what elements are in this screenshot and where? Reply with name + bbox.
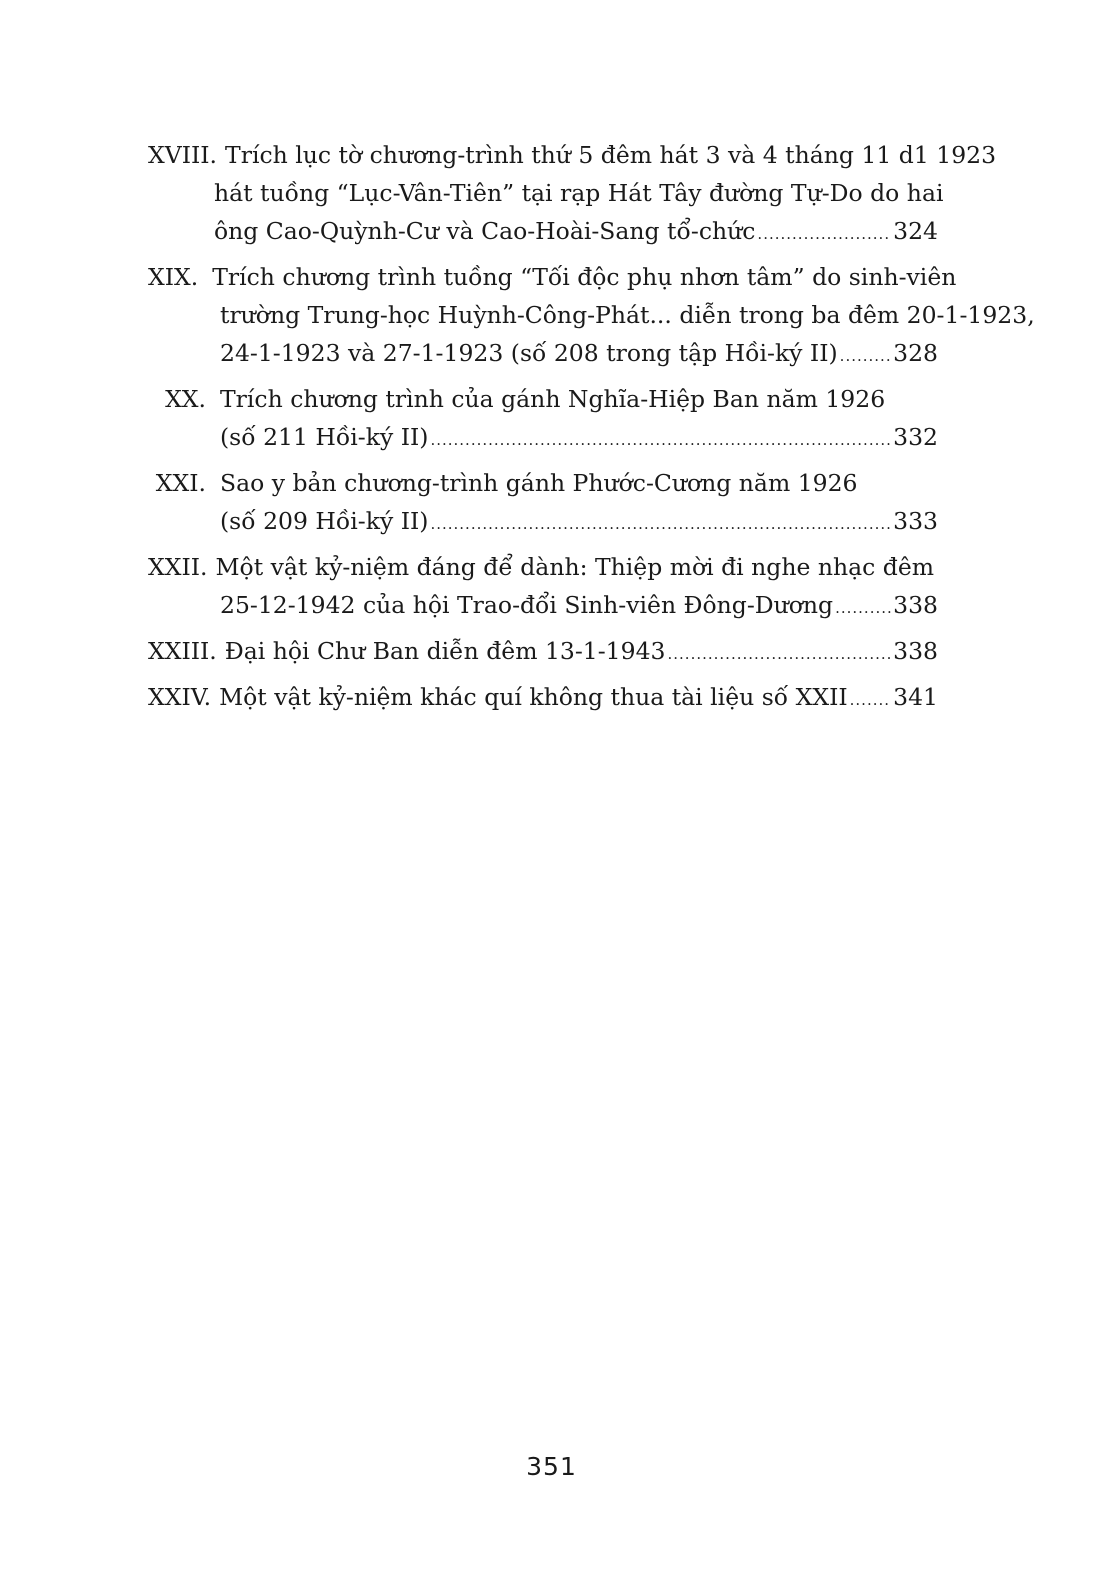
toc-entry-text: Một vật kỷ-niệm đáng để dành: Thiệp mời đi nghe nhạc đêm: [215, 553, 935, 581]
toc-entry-text: (số 209 Hồi-ký II): [220, 507, 429, 535]
toc-entry-line: [148, 380, 938, 418]
toc-entry-number: XXIV.: [148, 683, 212, 711]
toc-entry-line: [148, 632, 938, 670]
toc-entry-text: Trích chương trình tuồng “Tối độc phụ nhơn tâm” do sinh-viên: [212, 263, 957, 291]
toc-entry-leader-line: [220, 418, 938, 459]
toc-entry-text: trường Trung-học Huỳnh-Công-Phát... diễn trong ba đêm 20-1-1923,: [220, 301, 1035, 329]
dot-leader: [757, 215, 891, 253]
toc-entry-page: 328: [893, 339, 938, 367]
toc-entry-line: [148, 418, 938, 456]
toc-entry-line: [148, 174, 944, 212]
toc-entry-text: 24-1-1923 và 27-1-1923 (số 208 trong tập Hồi-ký II): [220, 339, 838, 367]
toc-entry-page: 341: [893, 683, 938, 711]
toc-entry-page: 338: [893, 591, 938, 619]
toc-entry-line: [148, 502, 938, 540]
toc-entry-line: [148, 464, 938, 502]
toc-entry-leader-line: [220, 334, 938, 375]
toc-entry-number: XIX.: [148, 263, 199, 291]
toc-entry-number: XX.: [165, 385, 206, 413]
toc-entry-xix[interactable]: [148, 258, 1035, 372]
toc-entry-number: XXII.: [148, 553, 208, 581]
toc-entry-xxii[interactable]: [148, 548, 938, 624]
table-of-contents: [148, 136, 1035, 724]
toc-entry-xxi[interactable]: [148, 464, 938, 540]
toc-entry-page: 324: [893, 217, 938, 245]
toc-entry-text: Đại hội Chư Ban diễn đêm 13-1-1943: [224, 637, 666, 665]
toc-entry-page: 333: [893, 507, 938, 535]
toc-entry-leader-line: [220, 502, 938, 543]
toc-entry-line: [148, 212, 938, 250]
toc-entry-xx[interactable]: [148, 380, 938, 456]
toc-entry-xxiii[interactable]: [148, 632, 938, 670]
dot-leader: [430, 421, 891, 459]
toc-entry-text: 25-12-1942 của hội Trao-đổi Sinh-viên Đông-Dương: [220, 591, 834, 619]
toc-entry-xviii[interactable]: [148, 136, 997, 250]
dot-leader: [850, 681, 892, 719]
toc-entry-line: [148, 586, 938, 624]
toc-entry-line: [148, 258, 957, 296]
dot-leader: [840, 337, 891, 375]
toc-entry-text: Sao y bản chương-trình gánh Phước-Cương năm 1926: [220, 469, 858, 497]
toc-entry-page: 338: [893, 637, 938, 665]
toc-entry-text: hát tuồng “Lục-Vân-Tiên” tại rạp Hát Tây đường Tự-Do do hai: [214, 179, 944, 207]
toc-entry-line: [148, 548, 938, 586]
toc-entry-text: ông Cao-Quỳnh-Cư và Cao-Hoài-Sang tổ-chức: [214, 217, 756, 245]
toc-entry-leader-line: [148, 678, 938, 719]
toc-entry-leader-line: [148, 632, 938, 673]
toc-entry-number: XXI.: [155, 469, 206, 497]
dot-leader: [430, 505, 891, 543]
page-number: 351: [526, 1452, 577, 1481]
toc-entry-leader-line: [220, 586, 938, 627]
dot-leader: [835, 589, 891, 627]
toc-entry-line: [148, 334, 938, 372]
toc-entry-line: [148, 296, 1035, 334]
toc-entry-text: Trích lục tờ chương-trình thứ 5 đêm hát 3 và 4 tháng 11 d1 1923: [225, 141, 997, 169]
toc-entry-number: XVIII.: [148, 141, 218, 169]
toc-entry-xxiv[interactable]: [148, 678, 938, 716]
toc-entry-leader-line: [214, 212, 938, 253]
toc-entry-page: 332: [893, 423, 938, 451]
toc-entry-text: Một vật kỷ-niệm khác quí không thua tài liệu số XXII: [219, 683, 848, 711]
dot-leader: [668, 635, 892, 673]
toc-entry-text: (số 211 Hồi-ký II): [220, 423, 429, 451]
toc-entry-text: Trích chương trình của gánh Nghĩa-Hiệp Ban năm 1926: [220, 385, 886, 413]
toc-entry-line: [148, 678, 938, 716]
toc-entry-number: XXIII.: [148, 637, 217, 665]
toc-entry-line: [148, 136, 997, 174]
